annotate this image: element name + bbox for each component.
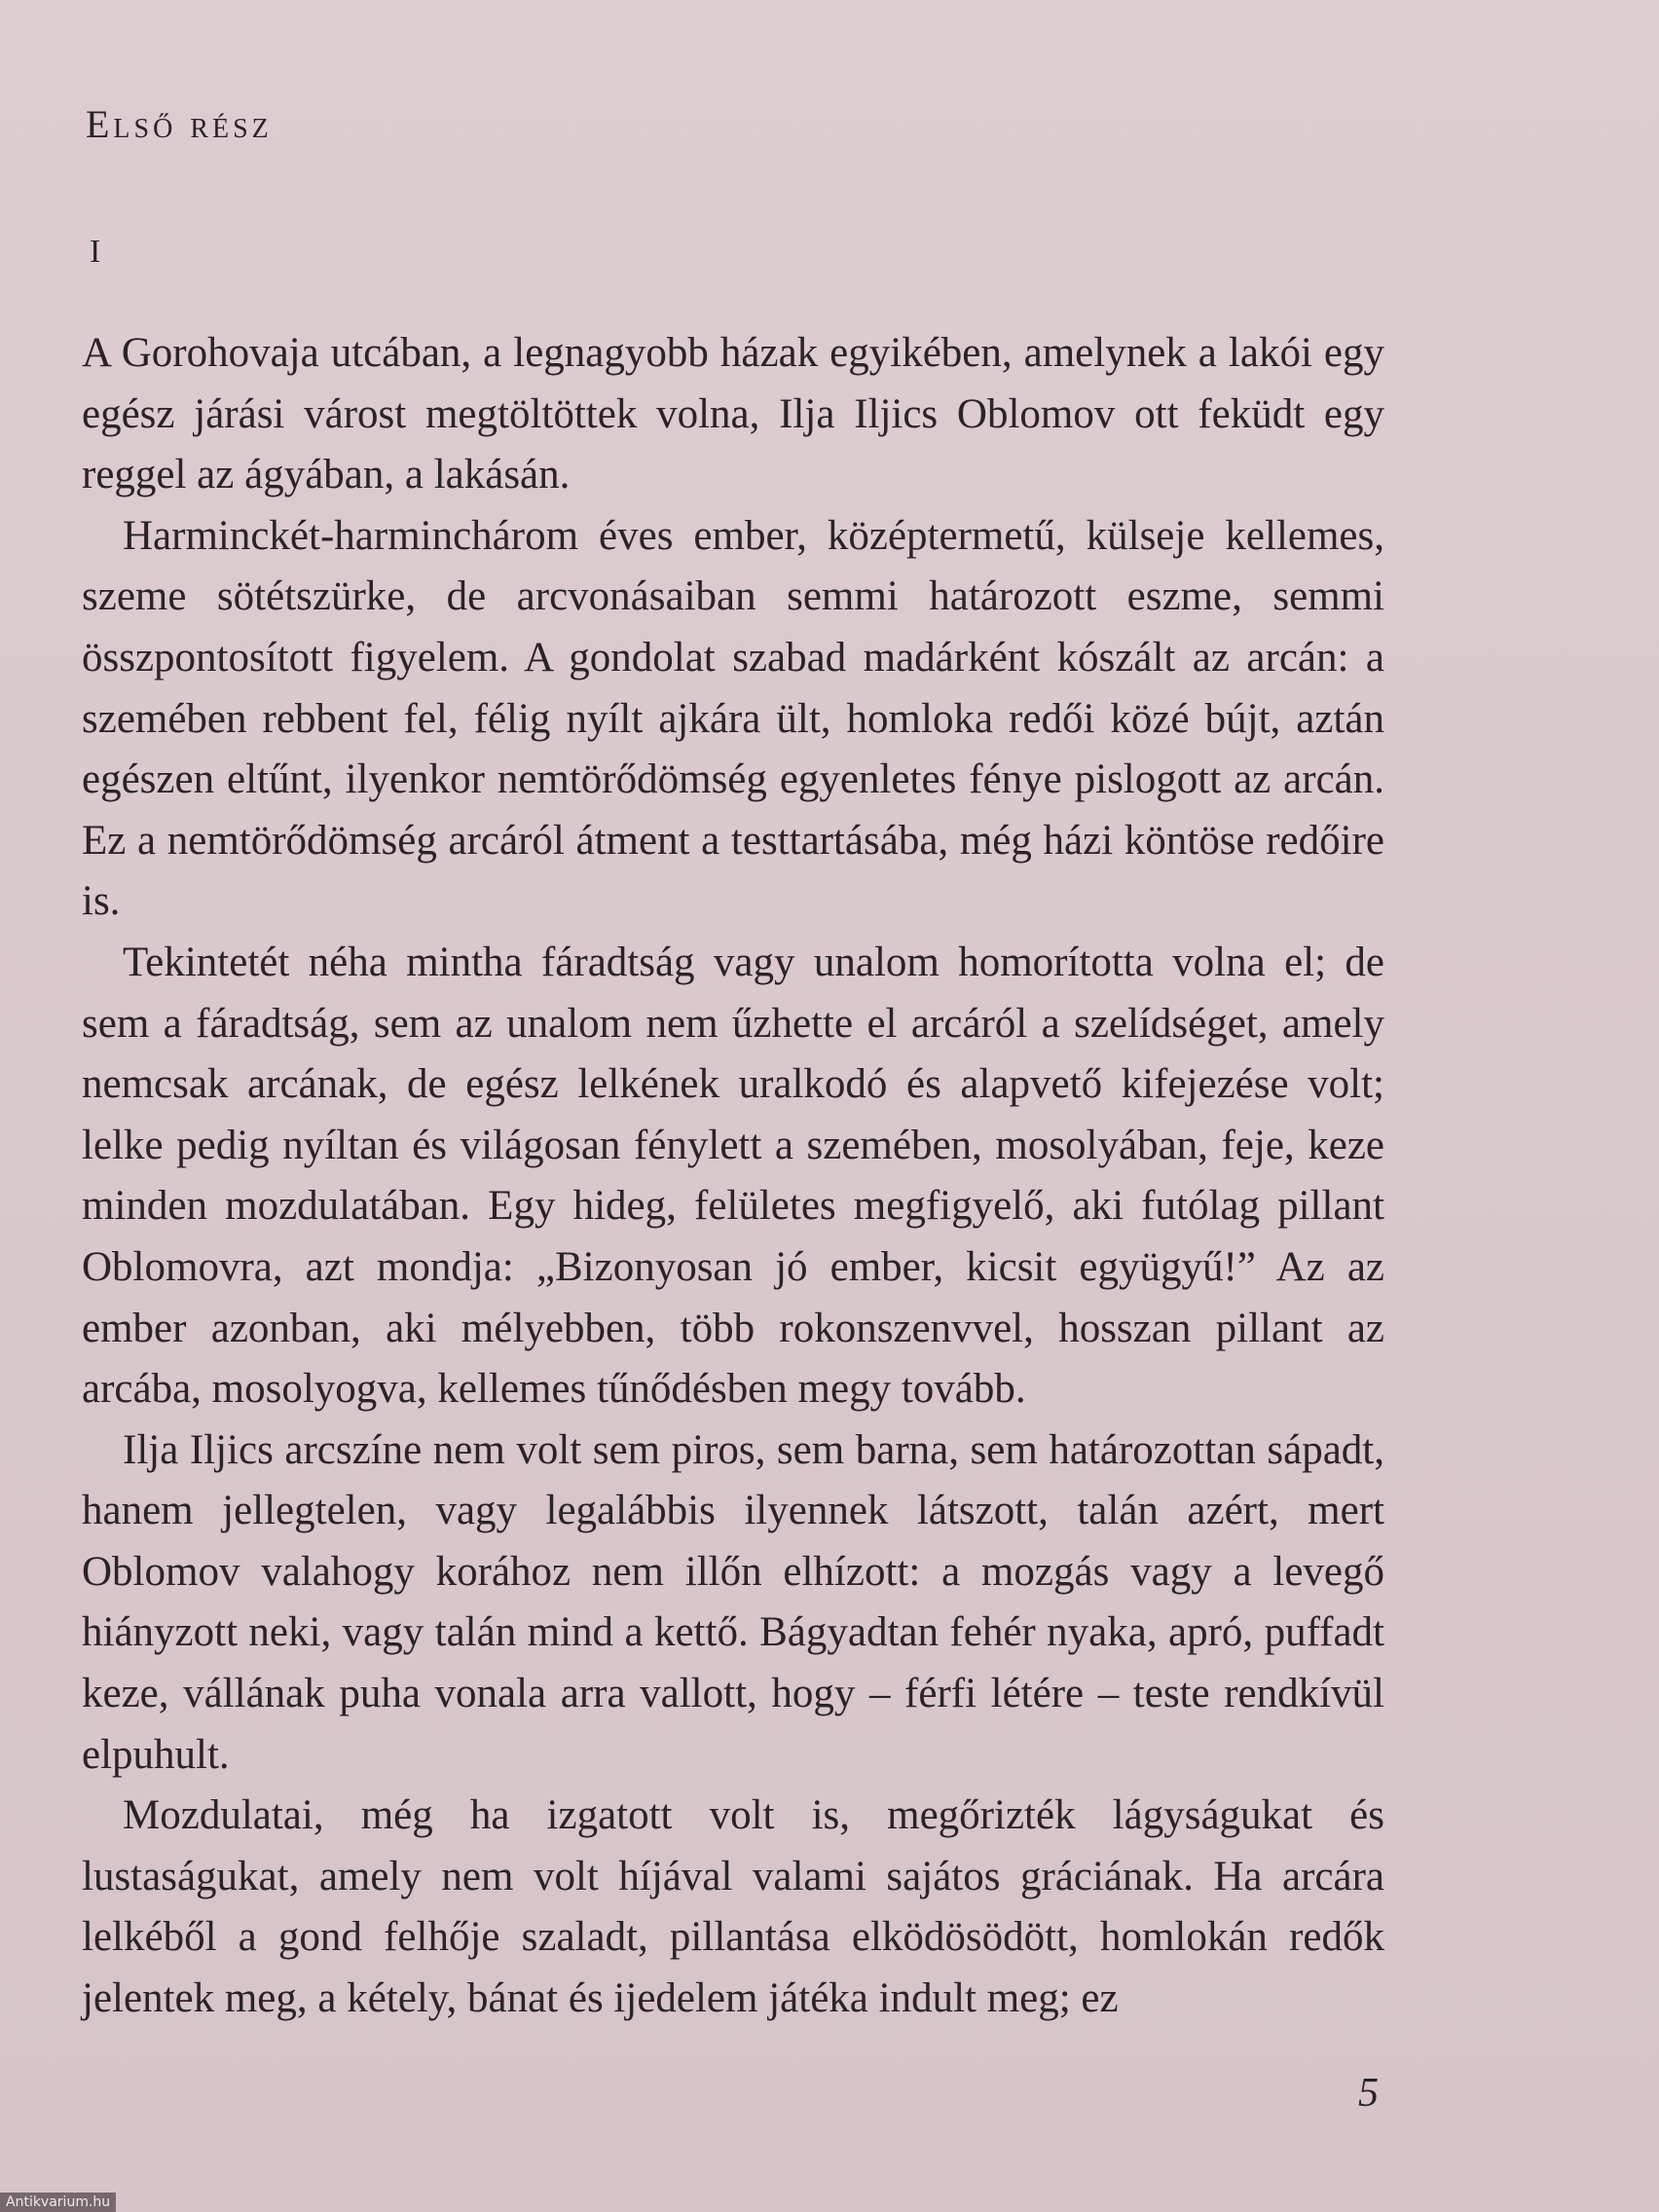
page-number: 5 [1358,2071,1379,2116]
chapter-number: I [90,234,101,270]
paragraph: Ilja Iljics arcszíne nem volt sem piros, sem barna, sem határozottan sápadt, hanem jellegtelen, vagy legalábbis ilyennek látszott, talán azért, mert Oblomov valahogy korához nem illőn elhízott: a mozgás vagy a levegő hiányzott neki, vagy talán mind a kettő. Bágyadtan fehér nyaka, apró, puffadt keze, vállának puha vonala arra vallott, hogy – férfi létére – teste rendkívül elpuhult. [82,1426,1384,1778]
watermark: Antikvarium.hu [0,2193,116,2212]
paragraph: Harminckét-harminchárom éves ember, középtermetű, külseje kellemes, szeme sötétszürke, de arcvonásaiban semmi határozott eszme, semmi összpontosított figyelem. A gondolat szabad madárként kószált az arcán: a szemében rebbent fel, félig nyílt ajkára ült, homloka redői közé bújt, aztán egészen eltűnt, ilyenkor nemtörődömség egyenletes fénye pislogott az arcán. Ez a nemtörődömség arcáról átment a testtartásába, még házi köntöse redőire is. [82,512,1384,925]
body-text [82,323,1384,2030]
paragraph: A Gorohovaja utcában, a legnagyobb házak egyikében, amelynek a lakói egy egész járási várost megtöltöttek volna, Ilja Iljics Oblomov ott feküdt egy reggel az ágyában, a lakásán. [82,330,1384,498]
paragraph: Mozdulatai, még ha izgatott volt is, megőrizték lágyságukat és lustaságukat, amely nem volt híjával valami sajátos gráciának. Ha arcára lelkéből a gond felhője szaladt, pillantása elködösödött, homlokán redők jelentek meg, a kétely, bánat és ijedelem játéka indult meg; ez [82,1792,1384,2022]
part-title: Első rész [86,102,273,146]
paragraph: Tekintetét néha mintha fáradtság vagy unalom homorította volna el; de sem a fáradtság, sem az unalom nem űzhette el arcáról a szelídséget, amely nemcsak arcának, de egész lelkének uralkodó és alapvető kifejezése volt; lelke pedig nyíltan és világosan fénylett a szemében, mosolyában, feje, keze minden mozdulatában. Egy hideg, felületes megfigyelő, aki futólag pillant Oblomovra, azt mondja: „Bizonyosan jó ember, kicsit együgyű!” Az az ember azonban, aki mélyebben, több rokonszenvvel, hosszan pillant az arcába, mosolyogva, kellemes tűnődésben megy tovább. [82,939,1384,1413]
